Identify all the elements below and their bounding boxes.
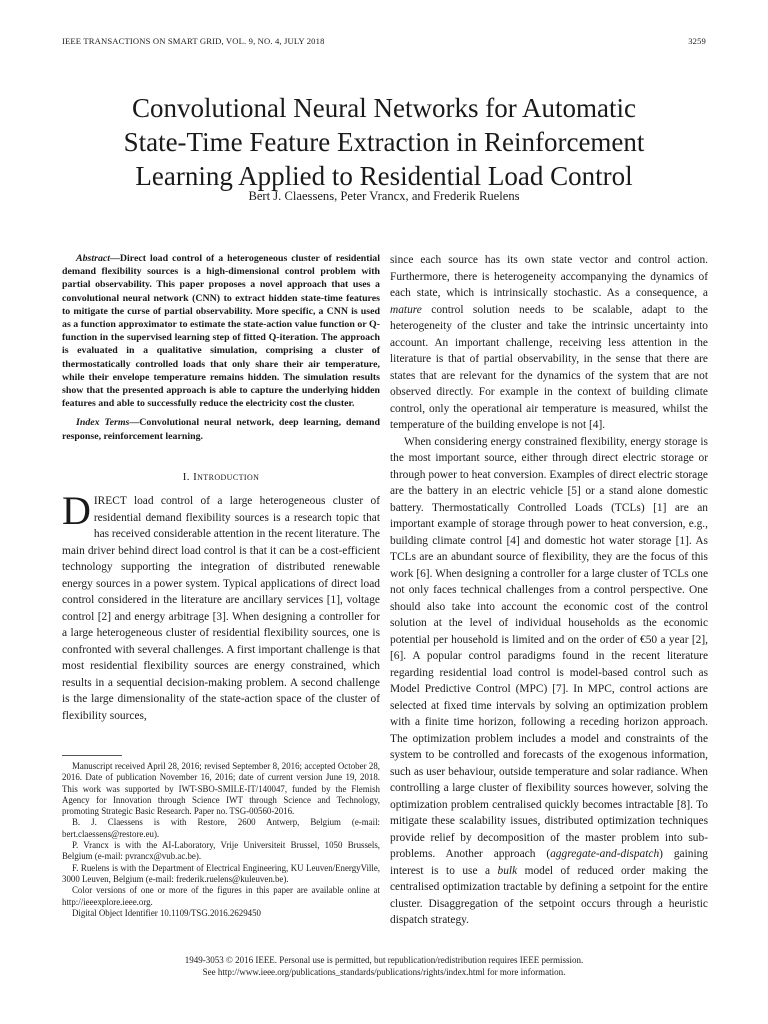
title-line-2: State-Time Feature Extraction in Reinforcement [123, 127, 645, 158]
footnote-author-3: F. Ruelens is with the Department of Electrical Engineering, KU Leuven/EnergyVille, 3000 Leuven, Belgium (e-mail: frederik.ruelens@kuleuven.be). [62, 862, 380, 884]
footnotes [62, 761, 380, 919]
section-number: I. [182, 470, 194, 483]
intro-text: IRECT load control of a large heterogeneous cluster of residential demand flexibility sources is a research topic that has received considerable attention in the recent literature. The main driver behind direct load control is that it can be a cost-efficient technology supporting the integration of distributed renewable energy sources in a power system. Typical applications of direct load control considered in the literature are ancillary services [1], voltage control [2] and energy arbitrage [3]. When designing a controller for a large heterogeneous cluster of residential flexibility sources, one is confronted with several challenges. A first important challenge is that most residential flexibility sources are energy constrained, which results in a sequential decision-making problem. A second challenge is the large dimensionality of the state-action space of the cluster of flexibility sources, [62, 495, 380, 722]
index-terms [62, 416, 380, 442]
footnote-author-1: B. J. Claessens is with Restore, 2600 Antwerp, Belgium (e-mail: bert.claessens@restore.eu). [62, 817, 380, 839]
title-line-3: Learning Applied to Residential Load Control [135, 161, 633, 192]
abstract-lead: Abstract [76, 253, 111, 264]
section-heading [62, 469, 380, 486]
journal-name: IEEE TRANSACTIONS ON SMART GRID, VOL. 9, NO. 4, JULY 2018 [62, 36, 325, 46]
right-p2-text-a: When considering energy constrained flexibility, energy storage is the most important source, either through direct electric storage or through power to heat conversion. Examples of direct electric storage are the battery in an electric vehicle [5] or a stand alone domestic battery. Thermostatically Controlled Loads (TCLs) [1] are an important example of storage through power to heat conversion, e.g., building climate control [4] and domestic hot water storage [1]. As TCLs are an abundant source of flexibility, they are the focus of this work [6]. When designing a controller for a large cluster of TCLs one not only faces technical challenges from a control perspective. One should also take into account the economic cost of the control solution at the level of individual households as the economic potential per household is limited and on the order of €50 a year [2], [6]. A popular control paradigms found in the recent literature regarding residential load control is model-based control such as Model Predictive Control (MPC) [7]. In MPC, control actions are selected at fixed time intervals by solving an optimization problem with a finite time horizon, following a receding horizon approach. The optimization problem includes a model and constraints of the system to be controlled and forecasts of the exogenous information, such as user behaviour, outside temperature and solar radiance. When controlling a large cluster of flexibility sources however, solving the optimization problem centralised quickly becomes intractable [8]. To mitigate these scalability issues, distributed optimization techniques provide relief by decomposition of the master problem into sub-problems. Another approach ( [390, 435, 708, 860]
footnote-manuscript: Manuscript received April 28, 2016; revised September 8, 2016; accepted October 28, 2016. Date of publication November 16, 2016; date of current version June 19, 2018. This work was supported by IWT-SBO-SMILE-IT/140047, funded by the Flemish Agency for Innovation through Science IWT through Science and Technology, promoting Strategic Basic Research. Paper no. TSG-00560-2016. [62, 761, 380, 817]
copyright-line-2: See http://www.ieee.org/publications_standards/publications/rights/index.html for more information. [202, 966, 566, 977]
right-paragraph-2 [390, 434, 708, 929]
footnote-author-2: P. Vrancx is with the AI-Laboratory, Vrije Universiteit Brussel, 1050 Brussels, Belgium (e-mail: pvrancx@vub.ac.be). [62, 840, 380, 862]
right-p2-emphasis-2: bulk [497, 864, 518, 877]
right-p1-text-b: control solution needs to be scalable, adapt to the heterogeneity of the cluster and take the intrinsic uncertainty into account. An important challenge, receiving less attention in the literature is that of partial observability, in the sense that there are states that are relevant for the dynamics of the system that are not observed directly. For example in the context of building climate control, only the operational air temperature is measured, whilst the temperature of the building envelope is not [4]. [390, 303, 708, 431]
section-title: Introduction [193, 470, 260, 483]
title-line-1: Convolutional Neural Networks for Automatic [132, 93, 636, 124]
index-terms-text: —Convolutional neural network, deep learning, demand response, reinforcement learning. [62, 417, 380, 442]
page-number: 3259 [688, 36, 706, 46]
footnote-doi: Digital Object Identifier 10.1109/TSG.2016.2629450 [72, 907, 261, 918]
paper-title [40, 91, 728, 193]
footnote-color: Color versions of one or more of the figures in this paper are available online at http://ieeexplore.ieee.org. [62, 885, 380, 907]
running-head [62, 36, 706, 46]
right-column [390, 252, 708, 929]
copyright-notice [40, 955, 728, 978]
right-p2-emphasis-1: aggregate-and-dispatch [550, 848, 660, 860]
abstract [62, 252, 380, 410]
author-list: Bert J. Claessens, Peter Vrancx, and Frederik Ruelens [248, 189, 520, 203]
index-terms-lead: Index Terms [76, 417, 130, 429]
right-p1-emphasis: mature [390, 303, 422, 316]
right-p2-text-c: model of reduced order making the centralised optimization tractable by defining a setpoint for the entire cluster. Disaggregation of the setpoint occurs through a heuristic dispatch strategy. [390, 864, 708, 926]
right-p1-text-a: since each source has its own state vector and control action. Furthermore, there is heterogeneity accompanying the dynamics of each state, which is intrinsically stochastic. As a consequence, a [390, 254, 708, 299]
intro-paragraph [62, 488, 380, 724]
abstract-text: —Direct load control of a heterogeneous cluster of residential demand flexibility sources is a high-dimensional control problem with partial observability. This paper proposes a novel approach that uses a convolutional neural network (CNN) to extract hidden state-time features to mitigate the curse of partial observability. More specific, a CNN is used as a function approximator to estimate the state-action value function or Q-function in the supervised learning step of fitted Q-iteration. The approach is evaluated in a qualitative simulation, comprising a cluster of thermostatically controlled loads that only share their air temperature, while their envelope temperature remains hidden. The simulation results show that the presented approach is able to capture the underlying hidden features and able to successfully reduce the electricity cost the cluster. [62, 253, 380, 410]
right-paragraph-1 [390, 252, 708, 434]
right-p2-text-b: ) gaining interest is to use a [390, 848, 708, 877]
left-column [62, 252, 380, 724]
drop-cap: D [62, 488, 91, 534]
copyright-line-1: 1949-3053 © 2016 IEEE. Personal use is permitted, but republication/redistribution requires IEEE permission. [184, 955, 584, 965]
footnote-divider [62, 755, 122, 756]
